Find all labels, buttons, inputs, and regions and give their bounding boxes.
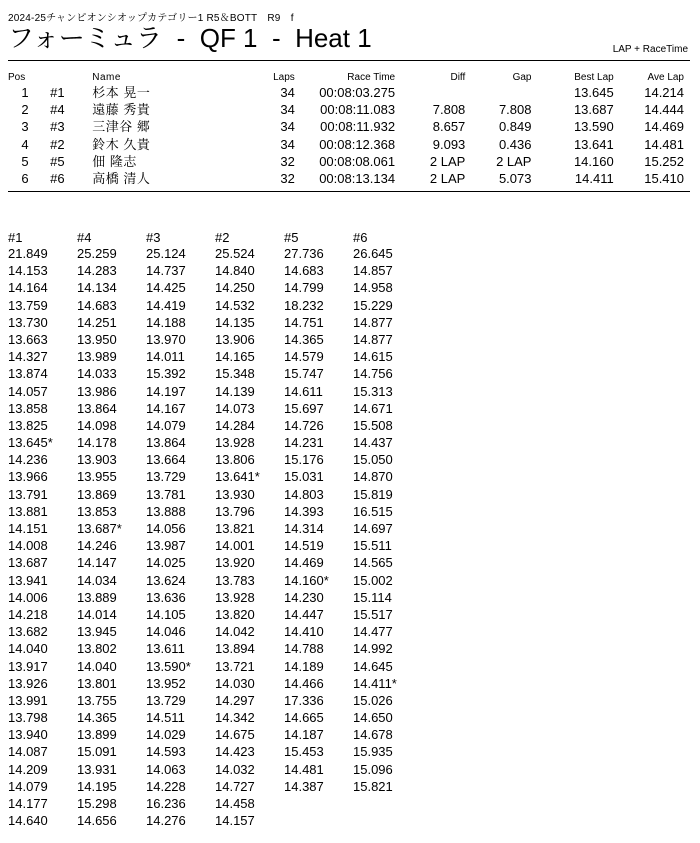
lap-time: 14.675 xyxy=(215,727,255,743)
result-laps: 34 xyxy=(280,136,295,152)
lap-time: 14.209 xyxy=(8,761,48,777)
lap-time: 13.945 xyxy=(77,624,117,640)
result-gap: 5.073 xyxy=(498,171,532,187)
lap-time: 14.756 xyxy=(353,366,393,382)
lap-time: 14.611 xyxy=(284,383,323,399)
lap-time: 14.147 xyxy=(77,555,117,571)
lap-time: 14.284 xyxy=(215,417,255,433)
lap-time: 14.469 xyxy=(284,555,324,571)
lap-time: 14.565 xyxy=(353,555,393,571)
result-diff: 8.657 xyxy=(432,119,466,135)
result-row xyxy=(8,118,690,135)
lap-time: 13.970 xyxy=(146,331,186,347)
lap-time: 15.517 xyxy=(353,606,393,622)
lap-time: 15.096 xyxy=(353,761,393,777)
result-name: 佃 隆志 xyxy=(92,153,137,169)
lap-time: 14.650 xyxy=(353,710,393,726)
result-laps: 34 xyxy=(280,102,295,118)
lap-time: 15.031 xyxy=(284,469,324,485)
lap-time: 14.519 xyxy=(284,538,324,554)
lap-time: 14.665 xyxy=(284,710,324,726)
lap-racetime-label: LAP + RaceTime xyxy=(612,44,688,55)
lap-time: 15.114 xyxy=(353,589,392,605)
lap-time: 15.453 xyxy=(284,744,324,760)
lap-time: 14.250 xyxy=(215,280,255,296)
lap-time: 14.230 xyxy=(284,589,324,605)
lap-time: 14.425 xyxy=(146,280,186,296)
result-pos: 6 xyxy=(21,171,29,187)
lap-time: 14.447 xyxy=(284,606,324,622)
lap-time: 14.135 xyxy=(215,314,255,330)
lap-time: 13.682 xyxy=(8,624,48,640)
lap-time: 16.515 xyxy=(353,503,393,519)
lap-time: 14.057 xyxy=(8,383,48,399)
lap-column-driver: #4 xyxy=(77,230,92,245)
result-gap: 7.808 xyxy=(498,102,532,118)
lap-time: 14.165 xyxy=(215,349,255,365)
lap-time: 13.903 xyxy=(77,452,117,468)
header-divider xyxy=(8,60,690,61)
result-pos: 1 xyxy=(21,85,29,101)
lap-time: 14.593 xyxy=(146,744,186,760)
lap-time: 14.645 xyxy=(353,658,393,674)
lap-time: 14.683 xyxy=(284,263,324,279)
lap-time: 13.781 xyxy=(146,486,186,502)
lap-time: 13.986 xyxy=(77,383,117,399)
lap-time: 15.313 xyxy=(353,383,393,399)
lap-time: 13.917 xyxy=(8,658,48,674)
col-race-time: Race Time xyxy=(347,72,396,83)
lap-time: 14.640 xyxy=(8,813,48,829)
result-name: 遠藤 秀貴 xyxy=(92,102,151,118)
lap-time: 13.590* xyxy=(146,658,191,674)
lap-time: 14.803 xyxy=(284,486,324,502)
lap-time: 14.799 xyxy=(284,280,324,296)
lap-time: 13.894 xyxy=(215,641,255,657)
lap-time: 13.864 xyxy=(77,400,117,416)
lap-time: 13.966 xyxy=(8,469,48,485)
lap-time: 25.124 xyxy=(146,246,186,261)
lap-time: 13.987 xyxy=(146,538,186,554)
lap-time: 13.928 xyxy=(215,435,255,451)
lap-time: 15.298 xyxy=(77,796,117,811)
lap-time: 14.157 xyxy=(215,813,255,829)
result-row xyxy=(8,101,690,118)
lap-time: 14.178 xyxy=(77,435,117,451)
lap-time: 16.236 xyxy=(146,796,186,811)
lap-time: 14.857 xyxy=(353,263,393,279)
results-divider xyxy=(8,191,690,192)
lap-time: 14.276 xyxy=(146,813,186,829)
result-race-time: 00:08:12.368 xyxy=(319,136,396,152)
lap-time: 13.955 xyxy=(77,469,117,485)
lap-time: 21.849 xyxy=(8,246,48,261)
lap-time: 14.532 xyxy=(215,297,255,313)
result-best-lap: 13.641 xyxy=(573,136,614,152)
lap-time: 14.001 xyxy=(215,538,255,554)
lap-time: 14.411* xyxy=(353,675,397,691)
lap-time: 13.821 xyxy=(215,521,255,536)
lap-time: 14.195 xyxy=(77,778,117,794)
lap-time: 15.026 xyxy=(353,692,393,708)
result-laps: 32 xyxy=(280,153,295,169)
lap-time: 13.899 xyxy=(77,727,117,743)
lap-time: 14.134 xyxy=(77,280,117,296)
lap-time: 13.755 xyxy=(77,692,117,708)
lap-time: 14.877 xyxy=(353,314,393,330)
lap-time: 13.928 xyxy=(215,589,255,605)
lap-time: 13.798 xyxy=(8,710,48,726)
lap-time: 14.040 xyxy=(8,641,48,657)
lap-time: 25.524 xyxy=(215,246,255,261)
lap-time: 14.025 xyxy=(146,555,186,571)
lap-time: 14.079 xyxy=(146,417,186,433)
lap-time: 14.105 xyxy=(146,606,186,622)
lap-time: 14.073 xyxy=(215,400,255,416)
page-title: フォーミュラ - QF 1 - Heat 1 xyxy=(8,23,372,53)
lap-time: 14.151 xyxy=(8,521,48,536)
lap-time: 14.788 xyxy=(284,641,324,657)
lap-time: 14.014 xyxy=(77,606,117,622)
lap-time: 27.736 xyxy=(284,246,324,261)
result-num: #4 xyxy=(50,102,65,118)
lap-time: 14.251 xyxy=(77,314,117,330)
lap-time: 13.806 xyxy=(215,452,255,468)
result-best-lap: 13.590 xyxy=(573,119,614,135)
lap-time: 13.950 xyxy=(77,331,117,347)
lap-time: 15.819 xyxy=(353,486,393,502)
lap-time: 13.796 xyxy=(215,503,255,519)
result-ave-lap: 14.444 xyxy=(644,102,684,118)
col-pos: Pos xyxy=(8,72,26,83)
result-laps: 32 xyxy=(280,171,295,187)
lap-time: 14.006 xyxy=(8,589,48,605)
lap-time: 13.721 xyxy=(215,658,255,674)
lap-time: 13.991 xyxy=(8,692,48,708)
lap-time: 14.437 xyxy=(353,435,393,451)
lap-time: 14.197 xyxy=(146,383,186,399)
lap-time: 18.232 xyxy=(284,297,324,313)
lap-time: 13.864 xyxy=(146,435,186,451)
lap-time: 14.231 xyxy=(284,435,324,451)
result-laps: 34 xyxy=(280,119,295,135)
lap-time: 14.046 xyxy=(146,624,186,640)
lap-time: 14.187 xyxy=(284,727,324,743)
result-diff: 7.808 xyxy=(432,102,466,118)
results-table xyxy=(8,71,690,187)
lap-time: 13.687* xyxy=(77,521,122,536)
lap-time: 14.042 xyxy=(215,624,255,640)
lap-time: 14.870 xyxy=(353,469,393,485)
lap-time: 14.678 xyxy=(353,727,393,743)
lap-time: 15.935 xyxy=(353,744,393,760)
lap-time: 14.579 xyxy=(284,349,324,365)
lap-time: 14.030 xyxy=(215,675,255,691)
result-pos: 5 xyxy=(21,153,29,169)
lap-time: 14.218 xyxy=(8,606,48,622)
lap-time: 13.791 xyxy=(8,486,48,502)
lap-time: 14.387 xyxy=(284,778,324,794)
lap-time: 13.941 xyxy=(8,572,48,588)
result-race-time: 00:08:11.932 xyxy=(320,119,396,135)
lap-time: 15.821 xyxy=(353,778,393,794)
col-laps: Laps xyxy=(273,72,295,83)
result-ave-lap: 15.252 xyxy=(644,153,684,169)
result-best-lap: 14.411 xyxy=(574,171,614,187)
lap-time: 14.228 xyxy=(146,778,186,794)
lap-time: 14.011 xyxy=(146,349,185,365)
lap-time: 14.032 xyxy=(215,761,255,777)
lap-time: 14.410 xyxy=(284,624,324,640)
lap-column xyxy=(146,230,215,829)
col-num xyxy=(42,71,92,84)
lap-time: 15.348 xyxy=(215,366,255,382)
result-num: #3 xyxy=(50,119,65,135)
lap-time: 14.481 xyxy=(284,761,324,777)
result-diff: 9.093 xyxy=(432,136,466,152)
lap-time: 13.729 xyxy=(146,692,186,708)
lap-time: 14.164 xyxy=(8,280,48,296)
lap-time: 14.458 xyxy=(215,796,255,811)
result-num: #2 xyxy=(50,136,65,152)
result-race-time: 00:08:13.134 xyxy=(319,171,396,187)
lap-time: 14.656 xyxy=(77,813,117,829)
lap-column xyxy=(353,230,422,829)
result-row xyxy=(8,153,690,170)
lap-time: 14.087 xyxy=(8,744,48,760)
lap-time: 13.906 xyxy=(215,331,255,347)
lap-time: 14.029 xyxy=(146,727,186,743)
lap-time: 14.040 xyxy=(77,658,117,674)
lap-time: 13.853 xyxy=(77,503,117,519)
lap-time: 15.091 xyxy=(77,744,117,760)
lap-time: 15.002 xyxy=(353,572,393,588)
lap-time: 13.802 xyxy=(77,641,117,657)
col-best-lap: Best Lap xyxy=(574,72,614,83)
lap-time: 15.508 xyxy=(353,417,393,433)
result-ave-lap: 14.214 xyxy=(644,85,684,101)
col-gap: Gap xyxy=(512,72,532,83)
lap-time: 14.153 xyxy=(8,263,48,279)
lap-column xyxy=(77,230,146,829)
lap-column xyxy=(215,230,284,829)
lap-time: 14.726 xyxy=(284,417,324,433)
result-name: 杉本 晃一 xyxy=(92,85,151,101)
col-name: Name xyxy=(92,72,121,83)
lap-time: 14.283 xyxy=(77,263,117,279)
results-body xyxy=(8,84,690,187)
lap-time: 14.419 xyxy=(146,297,186,313)
lap-time: 14.511 xyxy=(146,710,185,726)
lap-time: 14.314 xyxy=(284,521,324,536)
lap-time: 14.615 xyxy=(353,349,393,365)
lap-time: 14.751 xyxy=(284,314,324,330)
lap-time: 25.259 xyxy=(77,246,117,261)
lap-time: 14.477 xyxy=(353,624,393,640)
lap-time: 26.645 xyxy=(353,246,393,261)
result-num: #6 xyxy=(50,171,65,187)
lap-time: 13.940 xyxy=(8,727,48,743)
lap-time: 13.664 xyxy=(146,452,186,468)
result-laps: 34 xyxy=(280,85,295,101)
lap-time: 13.926 xyxy=(8,675,48,691)
result-pos: 4 xyxy=(21,136,29,152)
lap-time: 14.034 xyxy=(77,572,117,588)
result-gap xyxy=(465,84,531,101)
lap-time: 13.687 xyxy=(8,555,48,571)
lap-time: 14.697 xyxy=(353,521,393,536)
lap-time: 13.952 xyxy=(146,675,186,691)
lap-time: 14.365 xyxy=(284,331,324,347)
lap-time: 17.336 xyxy=(284,692,324,708)
lap-time: 14.177 xyxy=(8,796,48,811)
lap-time: 13.729 xyxy=(146,469,186,485)
lap-time: 14.877 xyxy=(353,331,393,347)
result-name: 三津谷 郷 xyxy=(92,119,151,135)
result-name: 高橋 清人 xyxy=(92,171,151,187)
result-best-lap: 13.645 xyxy=(573,85,614,101)
lap-time: 14.079 xyxy=(8,778,48,794)
lap-time: 14.327 xyxy=(8,349,48,365)
result-gap: 0.849 xyxy=(498,119,532,135)
result-diff xyxy=(395,84,465,101)
lap-times-grid xyxy=(8,230,422,829)
lap-time: 14.236 xyxy=(8,452,48,468)
result-race-time: 00:08:11.083 xyxy=(320,102,396,118)
lap-time: 14.167 xyxy=(146,400,186,416)
lap-time: 14.466 xyxy=(284,675,324,691)
lap-time: 14.365 xyxy=(77,710,117,726)
lap-time: 15.050 xyxy=(353,452,393,468)
result-num: #5 xyxy=(50,153,65,169)
lap-time: 13.636 xyxy=(146,589,186,605)
result-ave-lap: 14.469 xyxy=(644,119,684,135)
lap-time: 13.641* xyxy=(215,469,260,485)
lap-time: 14.423 xyxy=(215,744,255,760)
lap-time: 14.840 xyxy=(215,263,255,279)
result-gap: 0.436 xyxy=(498,136,532,152)
lap-time: 13.624 xyxy=(146,572,186,588)
event-subtitle: 2024-25チャンピオンシオップカテゴリー1 R5＆BOTT R9 f xyxy=(8,13,294,24)
lap-time: 14.393 xyxy=(284,503,324,519)
result-row xyxy=(8,170,690,187)
result-pos: 3 xyxy=(21,119,29,135)
lap-time: 15.747 xyxy=(284,366,324,382)
result-name: 鈴木 久貴 xyxy=(92,136,151,152)
lap-time: 13.989 xyxy=(77,349,117,365)
lap-time: 13.820 xyxy=(215,606,255,622)
lap-time: 14.139 xyxy=(215,383,255,399)
result-ave-lap: 14.481 xyxy=(644,136,684,152)
result-ave-lap: 15.410 xyxy=(644,171,684,187)
lap-time: 13.645* xyxy=(8,435,53,451)
lap-time: 14.189 xyxy=(284,658,324,674)
lap-time: 15.229 xyxy=(353,297,393,313)
lap-time: 15.697 xyxy=(284,400,324,416)
lap-time: 13.874 xyxy=(8,366,48,382)
lap-time: 13.930 xyxy=(215,486,255,502)
lap-time: 13.730 xyxy=(8,314,48,330)
lap-time: 14.160* xyxy=(284,572,329,588)
lap-time: 14.246 xyxy=(77,538,117,554)
lap-time: 13.783 xyxy=(215,572,255,588)
result-pos: 2 xyxy=(21,102,29,118)
lap-time: 15.392 xyxy=(146,366,186,382)
lap-time: 13.889 xyxy=(77,589,117,605)
lap-time: 14.342 xyxy=(215,710,255,726)
result-row xyxy=(8,136,690,153)
lap-time: 14.098 xyxy=(77,417,117,433)
lap-time: 14.727 xyxy=(215,778,255,794)
lap-time: 13.611 xyxy=(146,641,185,657)
lap-time: 14.737 xyxy=(146,263,186,279)
lap-time: 14.297 xyxy=(215,692,255,708)
lap-time: 14.992 xyxy=(353,641,393,657)
col-ave-lap: Ave Lap xyxy=(647,72,684,83)
result-race-time: 00:08:03.275 xyxy=(319,85,396,101)
lap-time: 15.176 xyxy=(284,452,324,468)
lap-column-driver: #3 xyxy=(146,230,161,245)
lap-time: 13.858 xyxy=(8,400,48,416)
lap-time: 14.188 xyxy=(146,314,186,330)
lap-time: 13.825 xyxy=(8,417,48,433)
lap-time: 13.881 xyxy=(8,503,48,519)
lap-column-driver: #6 xyxy=(353,230,368,245)
lap-time: 13.869 xyxy=(77,486,117,502)
lap-time: 14.056 xyxy=(146,521,186,536)
lap-time: 13.931 xyxy=(77,761,117,777)
lap-time: 14.063 xyxy=(146,761,186,777)
lap-time: 13.759 xyxy=(8,297,48,313)
result-best-lap: 13.687 xyxy=(573,102,614,118)
lap-time: 14.033 xyxy=(77,366,117,382)
result-race-time: 00:08:08.061 xyxy=(319,153,396,169)
result-row xyxy=(8,84,690,101)
lap-time: 15.511 xyxy=(353,538,392,554)
results-header-row xyxy=(8,71,690,84)
result-diff: 2 LAP xyxy=(429,171,466,187)
result-diff: 2 LAP xyxy=(429,153,466,169)
lap-time: 14.008 xyxy=(8,538,48,554)
lap-column-driver: #5 xyxy=(284,230,299,245)
lap-column xyxy=(284,230,353,829)
result-gap: 2 LAP xyxy=(496,153,532,169)
lap-time: 13.920 xyxy=(215,555,255,571)
lap-time: 13.888 xyxy=(146,503,186,519)
lap-time: 13.663 xyxy=(8,331,48,347)
lap-column xyxy=(8,230,77,829)
lap-time: 14.958 xyxy=(353,280,393,296)
lap-time: 14.683 xyxy=(77,297,117,313)
col-diff: Diff xyxy=(450,72,466,83)
lap-column-driver: #2 xyxy=(215,230,230,245)
lap-column-driver: #1 xyxy=(8,230,23,245)
lap-time: 14.671 xyxy=(353,400,393,416)
result-num: #1 xyxy=(50,85,65,101)
result-best-lap: 14.160 xyxy=(573,153,614,169)
lap-time: 13.801 xyxy=(77,675,117,691)
